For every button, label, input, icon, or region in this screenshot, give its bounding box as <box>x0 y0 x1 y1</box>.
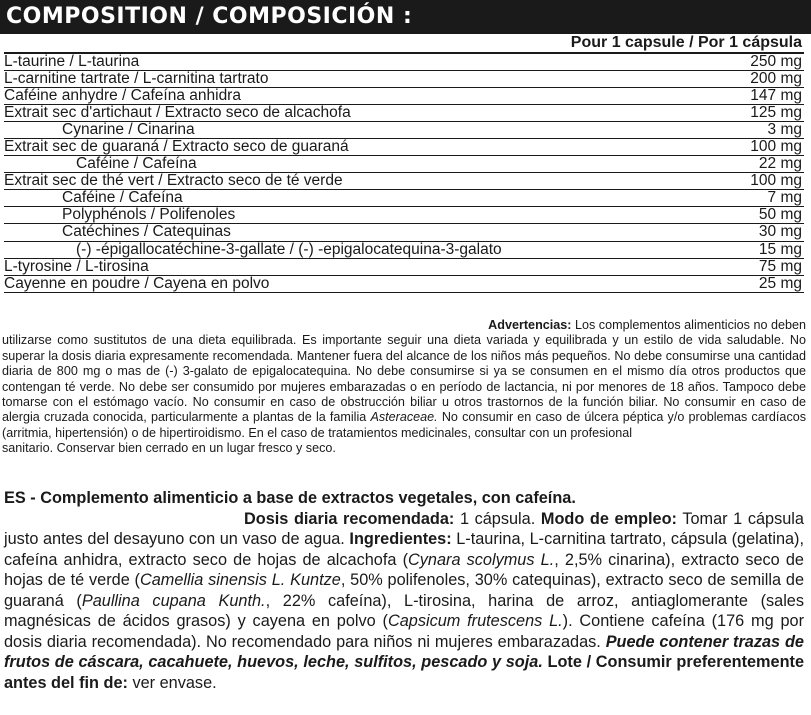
es-body <box>4 509 804 694</box>
ingredient-name: Catéchines / Catequinas <box>62 223 231 241</box>
ingredient-amount: 3 mg <box>767 121 802 139</box>
ingredient-amount: 147 mg <box>750 87 802 105</box>
ingredient-name: Polyphénols / Polifenoles <box>62 206 236 224</box>
use-label: Modo de empleo: <box>540 509 677 528</box>
ingredient-amount: 22 mg <box>758 155 802 173</box>
warnings-first-text: Los complementos alimenticios no deben <box>574 318 806 332</box>
ingredient-amount: 75 mg <box>758 257 802 275</box>
ingredient-name: Caféine / Cafeína <box>76 155 197 173</box>
warnings-label: Advertencias: <box>488 318 572 332</box>
ingredient-amount: 100 mg <box>750 138 802 156</box>
ingredient-camellia: Camellia sinensis L. Kuntze <box>139 571 341 589</box>
table-row <box>4 224 804 241</box>
ingredient-name: L-tyrosine / L-tirosina <box>4 257 149 275</box>
table-header <box>4 34 804 54</box>
ingredient-name: Caféine anhydre / Cafeína anhidra <box>4 87 241 105</box>
composition-header <box>0 0 811 34</box>
ingredient-amount: 7 mg <box>767 189 802 207</box>
es-title: ES - Complemento alimenticio a base de extractos vegetales, con cafeína. <box>4 489 576 507</box>
table-row <box>4 173 804 190</box>
ingredient-capsicum: Capsicum frutescens L. <box>387 612 563 630</box>
ingredient-name: Extrait sec de thé vert / Extracto seco de té verde <box>4 172 343 190</box>
ingredient-amount: 50 mg <box>758 206 802 224</box>
ingredient-name: Extrait sec d'artichaut / Extracto seco de alcachofa <box>4 104 351 122</box>
composition-table <box>4 34 804 293</box>
warnings-text <box>2 333 806 441</box>
ingredient-amount: 125 mg <box>750 104 802 122</box>
warnings-text-after: No consumir en caso de úlcera péptica y/o problemas cardíacos (arritmia, hipertensión) o de hipertiroidismo. En el caso de tratamientos medicinales, consultar con un profesional <box>2 410 807 440</box>
ingredient-name: (-) -épigallocatéchine-3-gallate / (-) -epigalocatequina-3-galato <box>76 240 502 258</box>
ingredient-cynara: Cynara scolymus L. <box>408 550 555 569</box>
warnings-block <box>2 318 806 457</box>
dose-value: 1 cápsula. <box>459 509 536 528</box>
warnings-first-line <box>2 318 806 333</box>
ingredients-1: L-taurina, L-carnitina tartrato, cápsula (gelatina), cafeína anhidra, extracto seco de hojas de alcachofa ( <box>4 530 804 569</box>
table-row <box>4 139 804 156</box>
ingredients-5: ). Contiene cafeína (176 mg por dosis diaria recomendada). No recomendado para niños ni mujeres embarazadas. <box>4 612 804 651</box>
ingredient-paullina: Paullina cupana Kunth. <box>81 591 266 610</box>
warnings-main-text: utilizarse como sustitutos de una dieta equilibrada. Es importante seguir una dieta variada y equilibrada y un estilo de vida saludable. No superar la dosis diaria expresamente recomendada. Mantener fuera del alcance de los niños más pequeños. No debe consumirse una cantidad diaria de 800 mg o mas de (-) 3-galato de epigalocatequina. No debe consumirse si ya se consumen en el mismo día otros productos que contengan té verde. No debe ser consumido por mujeres embarazadas o en período de lactancia, ni por menores de 18 años. Tampoco debe tomarse con el estómago vacío. No consumir en caso de obstrucción biliar u otros trastornos de la función biliar. No consumir en caso de alergia cruzada conocida, particularmente a plantas de la familia <box>2 333 806 425</box>
table-row <box>4 276 804 293</box>
table-row <box>4 207 804 224</box>
ingredient-name: L-taurine / L-taurina <box>4 53 140 70</box>
table-row <box>4 242 804 259</box>
table-row <box>4 88 804 105</box>
ingredients-4: , 22% cafeína), L-tirosina, harina de arroz, antiaglomerante (sales magnésicas de ácidos grasos) y cayena en polvo ( <box>4 591 805 630</box>
dose-label: Dosis diaria recomendada: <box>244 509 455 528</box>
table-row <box>4 190 804 207</box>
ingredient-name: L-carnitine tartrate / L-carnitina tartrato <box>4 70 269 88</box>
ingredient-amount: 250 mg <box>750 53 802 70</box>
ingredient-name: Cynarine / Cinarina <box>62 121 195 139</box>
table-row <box>4 71 804 88</box>
ingredient-amount: 200 mg <box>750 70 802 88</box>
table-body <box>4 54 804 293</box>
ingredients-2: , 2,5% cinarina), extracto seco de hojas de té verde ( <box>4 550 804 589</box>
warnings-last-line: sanitario. Conservar bien cerrado en un lugar fresco y seco. <box>2 441 336 456</box>
ingredient-name: Caféine / Cafeína <box>62 189 183 207</box>
ingredient-name: Cayenne en poudre / Cayena en polvo <box>4 274 270 292</box>
ingredient-amount: 25 mg <box>758 274 802 292</box>
lote-label: Lote / Consumir preferentemente antes del fin de: <box>4 653 805 692</box>
ingredients-3: , 50% polifenoles, 30% catequinas), extracto seco de semilla de guaraná ( <box>4 571 805 610</box>
use-value-1: Tomar <box>682 509 728 528</box>
table-row <box>4 122 804 139</box>
table-row <box>4 259 804 276</box>
table-row <box>4 156 804 173</box>
table-row <box>4 54 804 71</box>
warnings-family: Asteraceae. <box>370 410 438 425</box>
ingredient-name: Extrait sec de guaraná / Extracto seco de guaraná <box>4 138 349 156</box>
ingredients-label: Ingredientes: <box>349 530 452 548</box>
ingredient-amount: 15 mg <box>758 240 802 258</box>
table-row <box>4 105 804 122</box>
allergen-statement: Puede contener trazas de frutos de cáscara, cacahuete, huevos, leche, sulfitos, pescado y soja. <box>4 632 804 671</box>
use-value-2: 1 cápsula justo antes del desayuno con un vaso de agua. <box>4 509 804 548</box>
ingredient-amount: 30 mg <box>758 223 802 241</box>
es-section <box>4 488 804 693</box>
column-header: Pour 1 capsule / Por 1 cápsula <box>570 34 802 51</box>
header-title: COMPOSITION / COMPOSICIÓN : <box>6 4 413 29</box>
ingredient-amount: 100 mg <box>750 172 802 190</box>
lote-value: ver envase. <box>132 673 217 692</box>
